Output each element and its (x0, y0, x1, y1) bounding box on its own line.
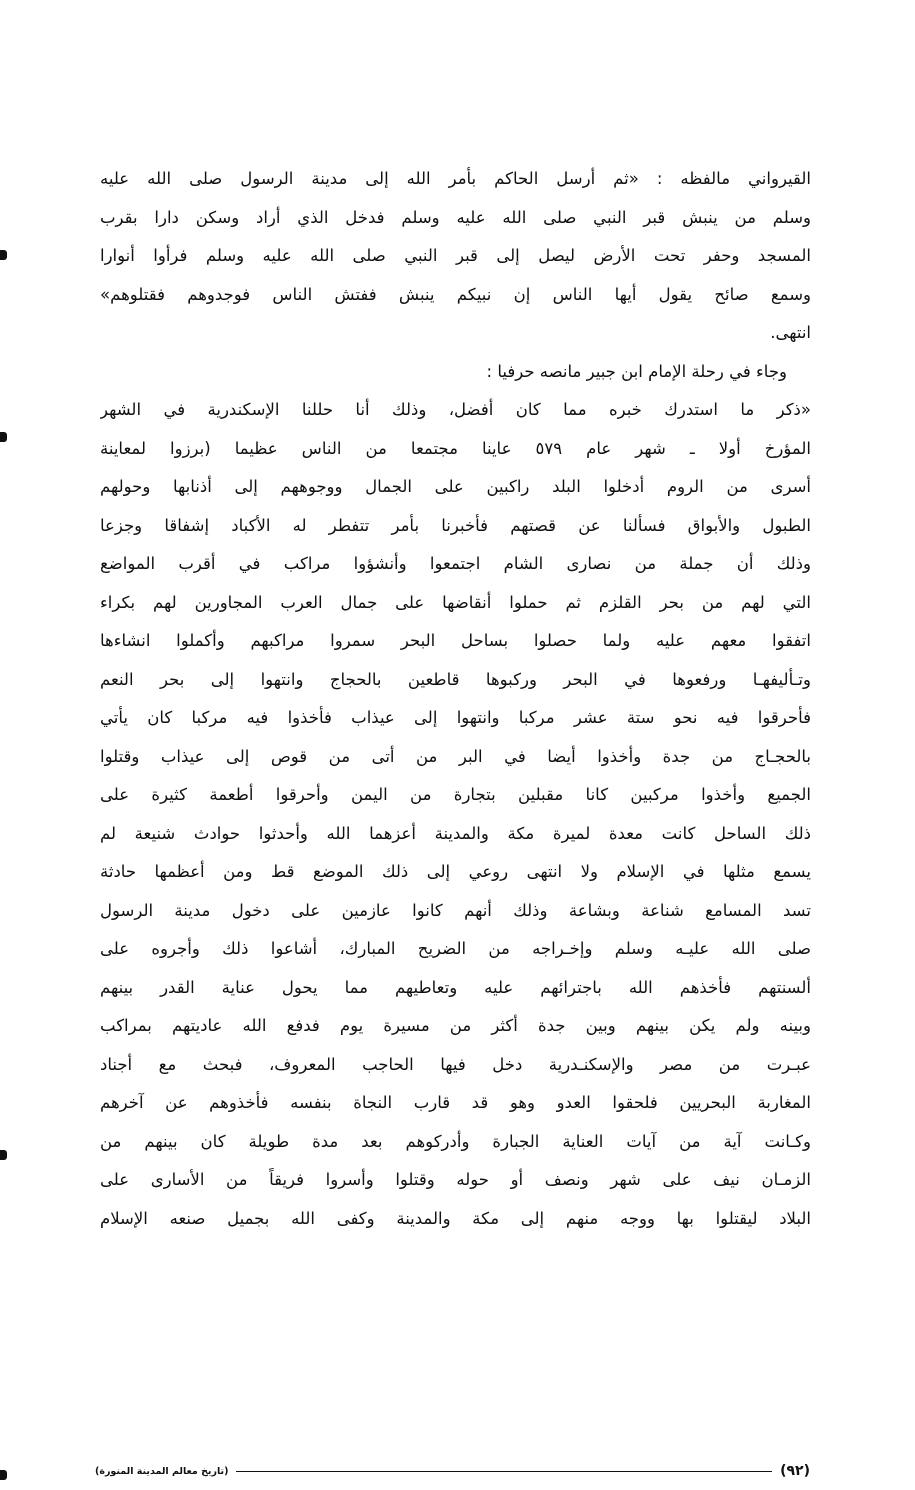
text-line: اتفقوا معهم عليه ولما حصلوا بساحل البحر سمروا مراكبهم وأكملوا انشاءها (100, 631, 811, 650)
text-line: المؤرخ أولا ـ شهر عام ٥٧٩ عاينا مجتمعا من الناس عظيما (برزوا لمعاينة (100, 438, 811, 458)
text-line: الزمـان نيف على شهر ونصف أو حوله وقتلوا وأسروا فريقاً من الأسارى على (100, 1170, 811, 1189)
scan-edge-mark (0, 1150, 7, 1160)
text-line: «ذكر ما استدرك خبره مما كان أفضل، وذلك أنا حللنا الإسكندرية في الشهر (100, 400, 811, 419)
text-line: وجاء في رحلة الإمام ابن جبير مانصه حرفيا : (486, 361, 787, 381)
text-line: وكـانت آية من آيات العناية الجبارة وأدركوهم بعد مدة طويلة كان بينهم من (100, 1131, 811, 1151)
text-line: وتـأليفهـا ورفعوها في البحر وركبوها قاطعين بالحجاج وانتهوا إلى بحر النعم (100, 669, 811, 689)
running-footer-title: (تاريخ معالم المدينة المنورة) (95, 1465, 229, 1477)
text-line: أسرى من الروم أدخلوا البلد راكبين على الجمال ووجوههم إلى أذنابها وحولهم (100, 477, 811, 496)
text-line: المسجد وحفر تحت الأرض ليصل إلى قبر النبي صلى الله عليه وسلم فرأوا أنوارا (100, 246, 811, 265)
text-line: الطبول والأبواق فسألنا عن قصتهم فأخبرنا بأمر تتفطر له الأكباد إشفاقا وجزعا (100, 515, 811, 535)
text-line: ذلك الساحل كانت معدة لميرة مكة والمدينة أعزهما الله وأحدثوا حوادث شنيعة لم (100, 823, 811, 843)
text-line: البلاد ليقتلوا بها ووجه منهم إلى مكة والمدينة وكفى الله بجميل صنعه الإسلام (100, 1208, 811, 1228)
body-text (100, 160, 811, 1238)
text-line: ألسنتهم فأخذهم الله باجترائهم عليه وتعاطيهم مما يحول عناية القدر بينهم (100, 977, 811, 997)
text-line: بالحجـاج من جدة وأخذوا أيضا في البر من أتى من قوص إلى عيذاب وقتلوا (100, 746, 811, 766)
text-line: المغاربة البحريين فلحقوا العدو وهو قد قارب النجاة بنفسه فأخذوهم عن آخرهم (100, 1093, 811, 1112)
footer-rule (236, 1471, 772, 1472)
text-line: تسد المسامع شناعة وبشاعة وذلك أنهم كانوا عازمين على دخول مدينة الرسول (100, 900, 811, 920)
text-line: وذلك أن جملة من نصارى الشام اجتمعوا وأنشؤوا مراكب في أقرب المواضع (100, 554, 811, 573)
scan-edge-mark (0, 1470, 7, 1480)
page-footer (95, 1459, 810, 1483)
text-line: وسمع صائح يقول أيها الناس إن نبيكم ينبش ففتش الناس فوجدوهم فقتلوهم» (100, 284, 811, 304)
scan-edge-mark (0, 250, 7, 260)
text-line: القيرواني مالفظه : «ثم أرسل الحاكم بأمر الله إلى مدينة الرسول صلى الله عليه (100, 169, 811, 188)
page-number: (٩٢) (780, 1463, 810, 1479)
scan-edge-mark (0, 432, 7, 442)
text-line: الجميع وأخذوا مركبين كانا مقبلين بتجارة من اليمن وأحرقوا أطعمة كثيرة على (100, 785, 811, 804)
text-line: وسلم من ينبش قبر النبي صلى الله عليه وسلم فدخل الذي أراد وسكن دارا بقرب (100, 207, 811, 227)
text-line: التي لهم من بحر القلزم ثم حملوا أنقاضها على جمال العرب المجاورين لهم بكراء (100, 592, 811, 612)
text-line: انتهى. (770, 323, 811, 342)
text-line: عبـرت من مصر والإسكنـدرية دخل فيها الحاجب المعروف، فبحث مع أجناد (100, 1054, 811, 1074)
text-line: فأحرقوا فيه نحو ستة عشر مركبا وانتهوا إلى عيذاب فأخذوا فيه مركبا كان يأتي (100, 708, 811, 727)
text-line: وبينه ولم يكن بينهم وبين جدة أكثر من مسيرة يوم فدفع الله عاديتهم بمراكب (100, 1016, 811, 1035)
text-line: صلى الله عليـه وسلم وإخـراجه من الضريح المبارك، أشاعوا ذلك وأجروه على (100, 939, 811, 958)
text-line: يسمع مثلها في الإسلام ولا انتهى روعي إلى ذلك الموضع قط ومن أعظمها حادثة (100, 862, 811, 881)
